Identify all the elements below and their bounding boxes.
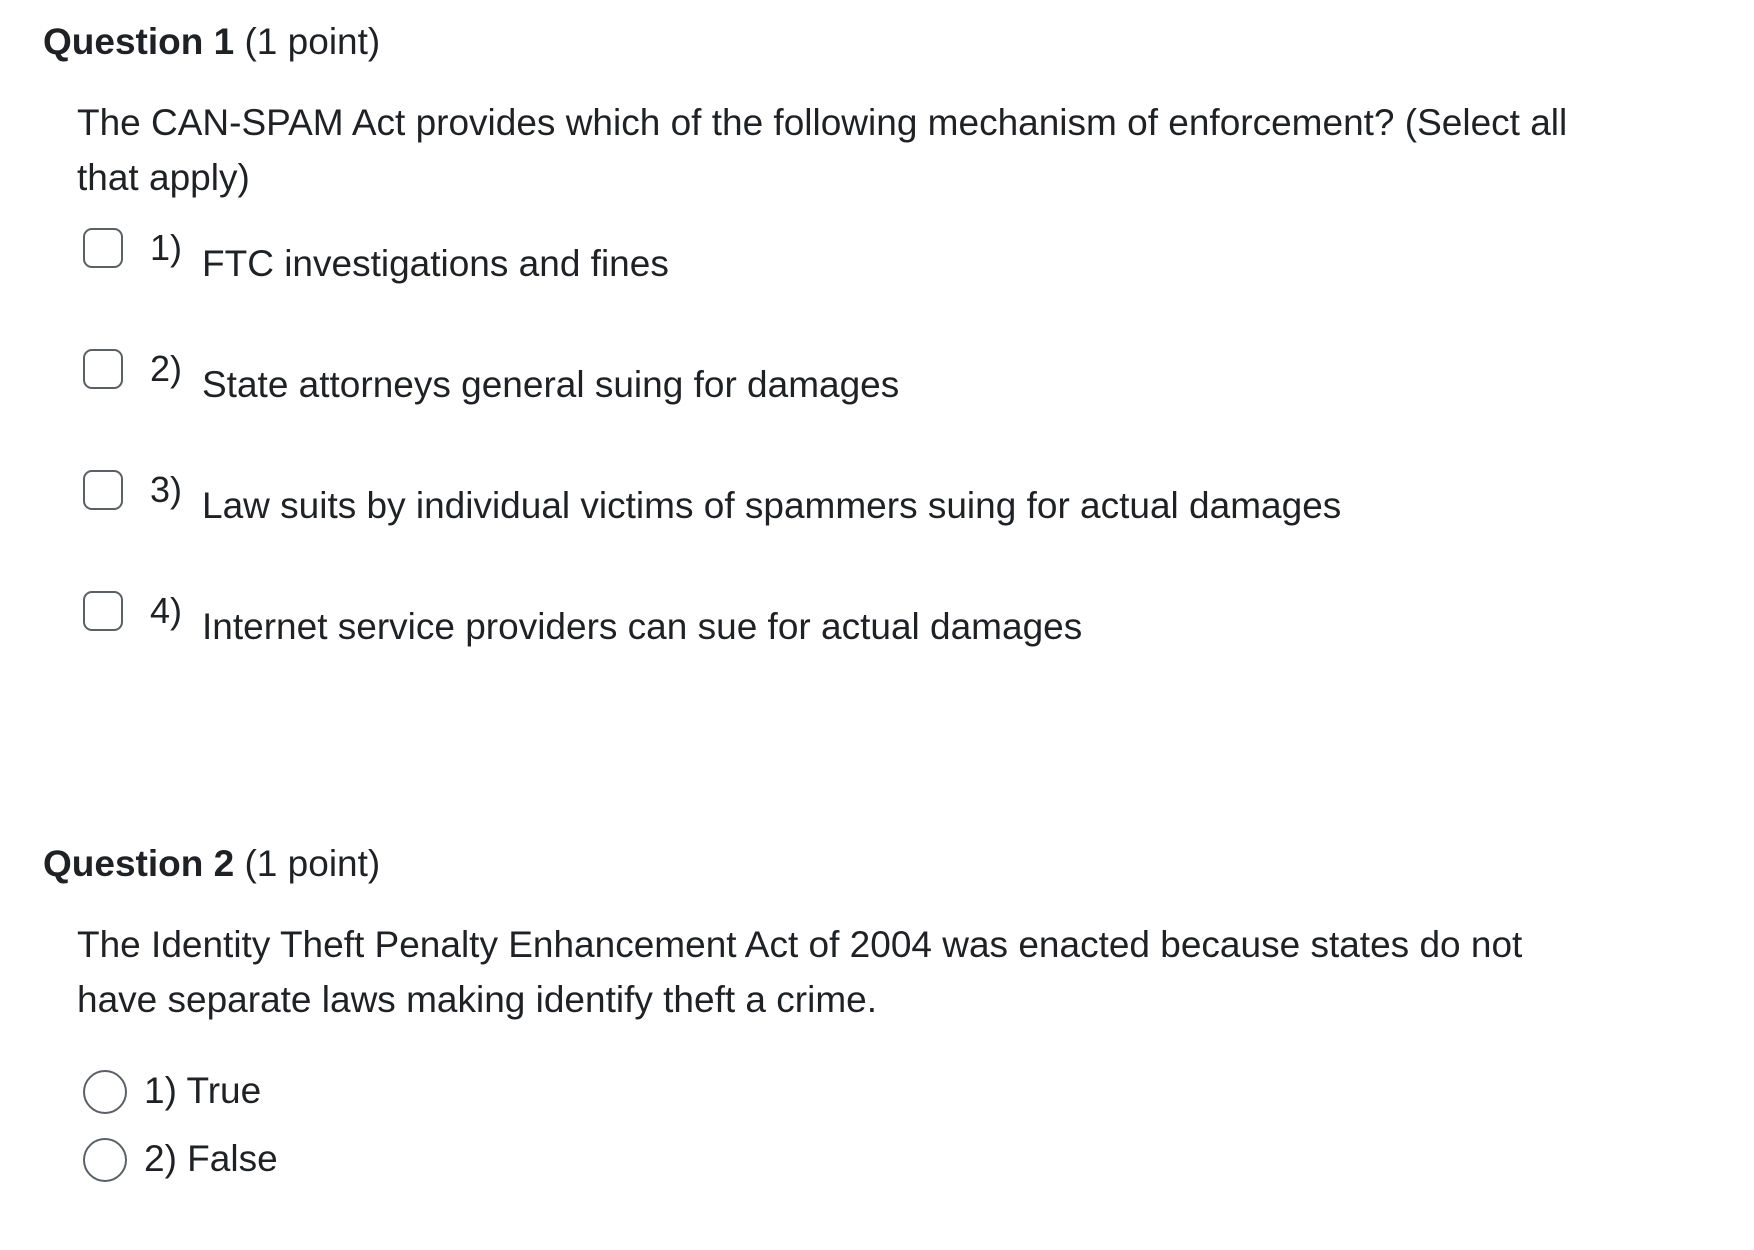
choice-4[interactable] <box>80 591 1480 651</box>
question-title: Question 2 <box>43 843 235 884</box>
choice-text: FTC investigations and fines <box>202 243 669 284</box>
choice-text: State attorneys general suing for damages <box>202 364 900 405</box>
question-title: Question 1 <box>43 21 235 62</box>
radio-button-false[interactable] <box>83 1138 127 1182</box>
choice-3[interactable] <box>80 470 1480 530</box>
question-prompt: The CAN-SPAM Act provides which of the following mechanism of enforcement? (Select all that apply) <box>77 102 1568 198</box>
choice-number: 4) <box>150 590 183 631</box>
radio-button-true[interactable] <box>83 1070 127 1114</box>
question-prompt: The Identity Theft Penalty Enhancement Act of 2004 was enacted because states do not have separate laws making identify theft a crime. <box>77 924 1523 1020</box>
question-header <box>43 838 380 890</box>
question-points: (1 point) <box>244 21 381 62</box>
choice-number: 3) <box>150 469 183 510</box>
choice-1[interactable] <box>80 228 1480 288</box>
choice-text: Internet service providers can sue for actual damages <box>202 606 1083 647</box>
choice-1-checkbox[interactable] <box>83 228 123 268</box>
radio-label: 1) True <box>144 1070 262 1111</box>
radio-label: 2) False <box>144 1138 278 1179</box>
choice-2[interactable] <box>80 349 1480 409</box>
choice-number: 2) <box>150 348 183 389</box>
choice-number: 1) <box>150 227 183 268</box>
radio-option-true[interactable] <box>80 1066 680 1118</box>
question-header <box>43 16 380 68</box>
choice-3-checkbox[interactable] <box>83 470 123 510</box>
radio-option-false[interactable] <box>80 1134 680 1186</box>
choice-text: Law suits by individual victims of spammers suing for actual damages <box>202 485 1342 526</box>
choice-2-checkbox[interactable] <box>83 349 123 389</box>
question-points: (1 point) <box>244 843 381 884</box>
choice-4-checkbox[interactable] <box>83 591 123 631</box>
